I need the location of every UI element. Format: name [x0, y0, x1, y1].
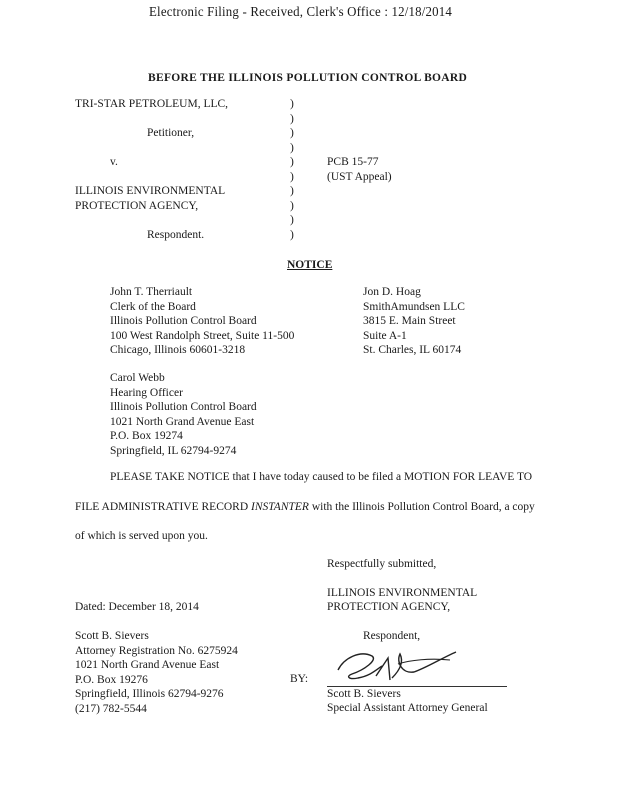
dated-line: Dated: December 18, 2014: [75, 601, 199, 613]
petitioner-role: Petitioner,: [147, 127, 195, 139]
petitioner-name: TRI-STAR PETROLEUM, LLC,: [75, 98, 229, 110]
notice-body-line1: PLEASE TAKE NOTICE that I have today caused to be filed a MOTION FOR LEAVE TO: [110, 471, 533, 483]
attorney-block: Scott B. Sievers Attorney Registration No. 6275924 1021 North Grand Avenue East P.O. Box 19276 Springfield, Illinois 62794-9276 (217) 782-5544: [75, 630, 238, 715]
recipient-clerk: John T. Therriault Clerk of the Board Illinois Pollution Control Board 100 West Randolph Street, Suite 11-500 Chicago, Illinois 60601-3218: [110, 286, 295, 356]
recipient-hearing-officer: Carol Webb Hearing Officer Illinois Pollution Control Board 1021 North Grand Avenue East P.O. Box 19274 Springfield, IL 62794-9274: [110, 372, 257, 457]
agency-role: Respondent,: [363, 630, 421, 642]
agency-line1: ILLINOIS ENVIRONMENTAL: [327, 587, 478, 599]
filing-stamp: Electronic Filing - Received, Clerk's Office : 12/18/2014: [149, 5, 453, 20]
agency-line2: PROTECTION AGENCY,: [327, 601, 451, 613]
respondent-name-line1: ILLINOIS ENVIRONMENTAL: [75, 185, 226, 197]
by-label: BY:: [290, 673, 309, 685]
closing: Respectfully submitted,: [327, 558, 437, 570]
caption-parentheses: ) ) ) ) ) ) ) ) ) ): [290, 98, 294, 241]
handwritten-signature: [330, 640, 470, 688]
versus-label: v.: [110, 156, 118, 168]
board-title: BEFORE THE ILLINOIS POLLUTION CONTROL BOARD: [148, 72, 468, 84]
case-number: PCB 15-77: [327, 156, 379, 168]
signer-title: Special Assistant Attorney General: [327, 702, 488, 714]
respondent-role: Respondent.: [147, 229, 205, 241]
signer-name: Scott B. Sievers: [327, 688, 401, 700]
respondent-name-line2: PROTECTION AGENCY,: [75, 200, 199, 212]
notice-body-line3: of which is served upon you.: [75, 530, 208, 542]
recipient-counsel: Jon D. Hoag SmithAmundsen LLC 3815 E. Main Street Suite A-1 St. Charles, IL 60174: [363, 286, 465, 356]
notice-body-line2: FILE ADMINISTRATIVE RECORD INSTANTER with the Illinois Pollution Control Board, a copy: [75, 501, 535, 513]
case-type: (UST Appeal): [327, 171, 392, 183]
notice-title: NOTICE: [287, 259, 333, 271]
